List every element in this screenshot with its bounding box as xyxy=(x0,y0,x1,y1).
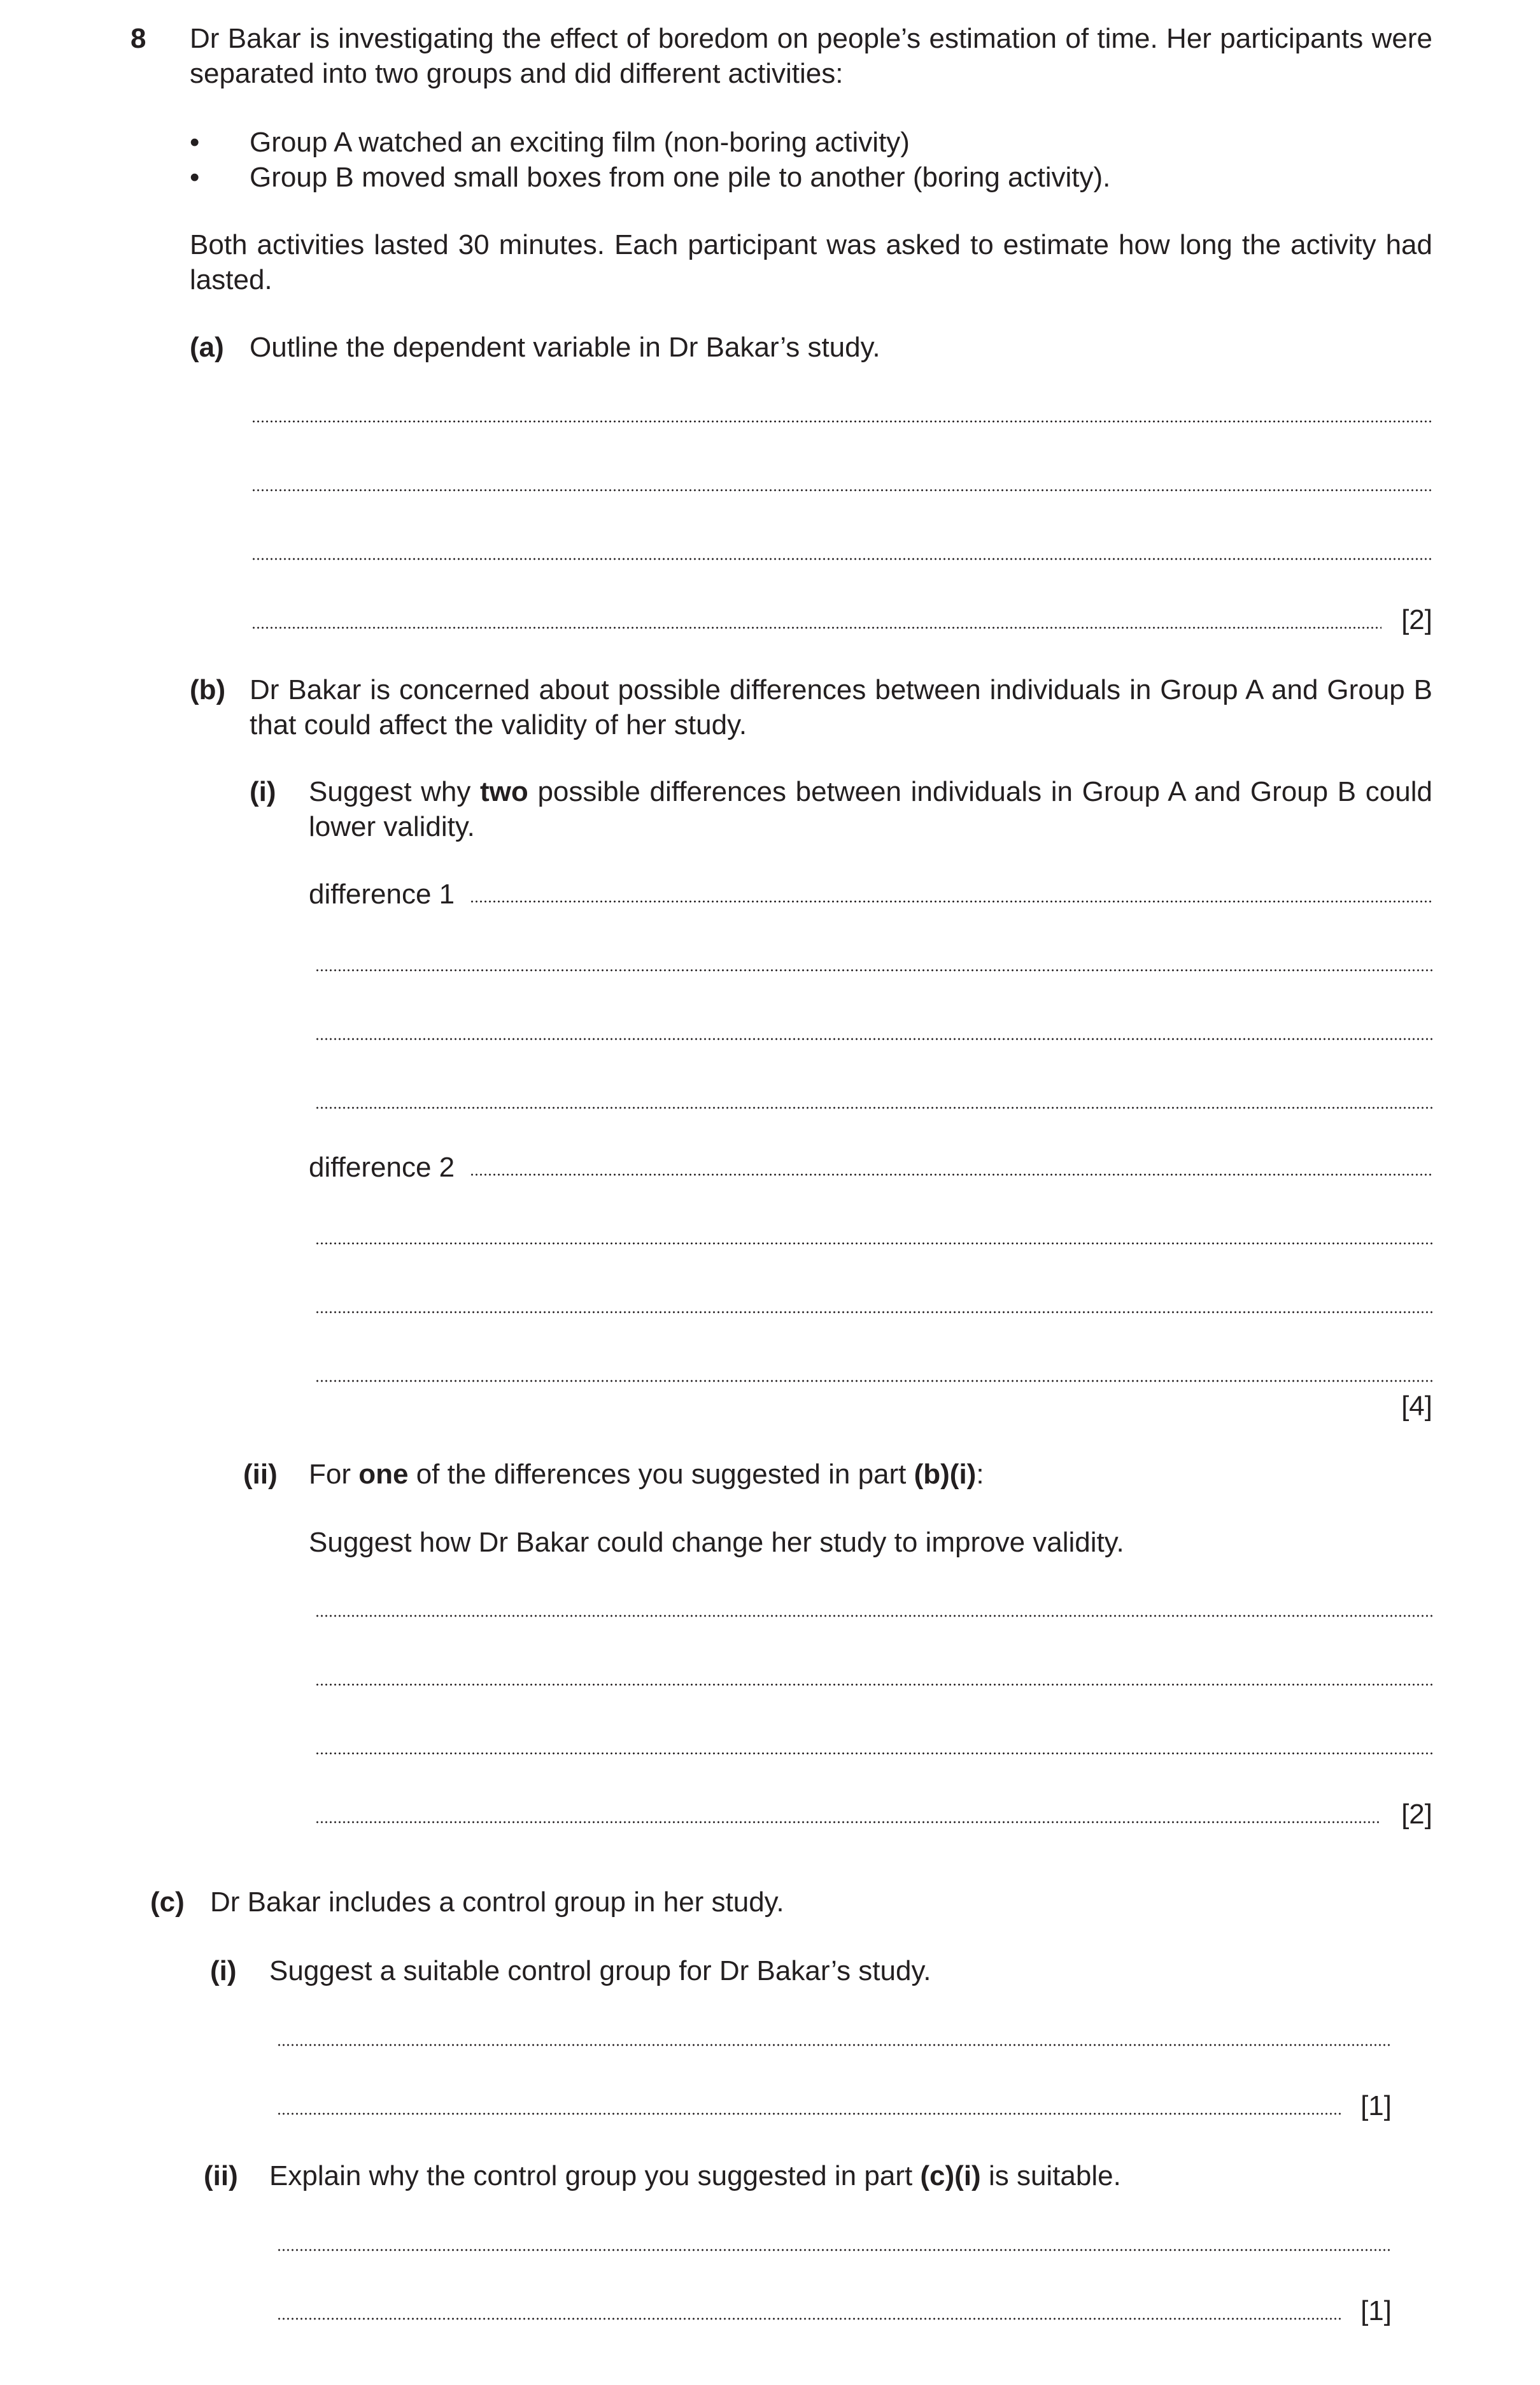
bullet-symbol: • xyxy=(190,127,200,158)
answer-line-a4[interactable] xyxy=(251,626,1381,629)
answer-line-b-i-3[interactable] xyxy=(315,1038,1432,1040)
answer-line-b-i-7[interactable] xyxy=(315,1311,1432,1313)
answer-line-b-ii-4[interactable] xyxy=(315,1821,1381,1823)
part-c-i-label: (i) xyxy=(210,1955,237,1986)
answer-line-b-i-8[interactable] xyxy=(315,1380,1432,1382)
part-a-label: (a) xyxy=(190,332,224,363)
answer-line-b-i-2[interactable] xyxy=(315,969,1432,972)
part-b-label: (b) xyxy=(190,674,226,705)
part-c-i-marks: [1] xyxy=(1360,2090,1392,2121)
answer-line-b-i-6[interactable] xyxy=(315,1242,1432,1245)
answer-line-a2[interactable] xyxy=(251,489,1432,492)
part-a-text: Outline the dependent variable in Dr Bakar’s study. xyxy=(250,332,880,363)
part-c-ii-marks: [1] xyxy=(1360,2295,1392,2326)
answer-line-a1[interactable] xyxy=(251,420,1432,423)
part-c-text: Dr Bakar includes a control group in her study. xyxy=(210,1886,784,1918)
question-number: 8 xyxy=(131,23,146,54)
part-b-i-label: (i) xyxy=(250,776,276,807)
question-info: Both activities lasted 30 minutes. Each participant was asked to estimate how long the activity had lasted. xyxy=(190,229,1432,295)
answer-line-c-ii-2[interactable] xyxy=(277,2318,1343,2320)
answer-line-b-ii-3[interactable] xyxy=(315,1752,1432,1755)
difference-1-label: difference 1 xyxy=(309,879,455,910)
answer-line-c-ii-1[interactable] xyxy=(277,2249,1391,2251)
part-b-ii-label: (ii) xyxy=(243,1459,278,1490)
part-b-ii-text: For one of the differences you suggested in part (b)(i): xyxy=(309,1459,984,1490)
part-b-i-text: Suggest why two possible differences between individuals in Group A and Group B could lower validity. xyxy=(309,776,1432,842)
answer-line-c-i-2[interactable] xyxy=(277,2113,1343,2115)
part-b-text: Dr Bakar is concerned about possible differences between individuals in Group A and Group B that could affect the validity of her study. xyxy=(250,674,1432,740)
bullet-group-a: Group A watched an exciting film (non-boring activity) xyxy=(250,127,910,158)
bullet-symbol: • xyxy=(190,162,200,193)
answer-line-b-i-4[interactable] xyxy=(315,1107,1432,1109)
answer-line-b-ii-2[interactable] xyxy=(315,1683,1432,1686)
part-b-ii-instruction: Suggest how Dr Bakar could change her study to improve validity. xyxy=(309,1527,1124,1558)
difference-2-label: difference 2 xyxy=(309,1152,455,1183)
part-c-label: (c) xyxy=(150,1886,185,1918)
part-c-ii-text: Explain why the control group you suggested in part (c)(i) is suitable. xyxy=(269,2160,1121,2191)
part-b-ii-marks: [2] xyxy=(1401,1799,1432,1830)
answer-line-b-i-5[interactable] xyxy=(470,1173,1432,1176)
part-a-marks: [2] xyxy=(1401,604,1432,635)
question-intro: Dr Bakar is investigating the effect of boredom on people’s estimation of time. Her participants were separated into two groups and did different activities: xyxy=(190,23,1432,89)
bullet-group-b: Group B moved small boxes from one pile to another (boring activity). xyxy=(250,162,1111,193)
answer-line-c-i-1[interactable] xyxy=(277,2044,1391,2046)
answer-line-b-i-1[interactable] xyxy=(470,900,1432,903)
answer-line-b-ii-1[interactable] xyxy=(315,1615,1432,1617)
part-b-i-marks: [4] xyxy=(1401,1391,1432,1422)
part-c-ii-label: (ii) xyxy=(204,2160,238,2191)
part-c-i-text: Suggest a suitable control group for Dr Bakar’s study. xyxy=(269,1955,931,1986)
answer-line-a3[interactable] xyxy=(251,558,1432,560)
